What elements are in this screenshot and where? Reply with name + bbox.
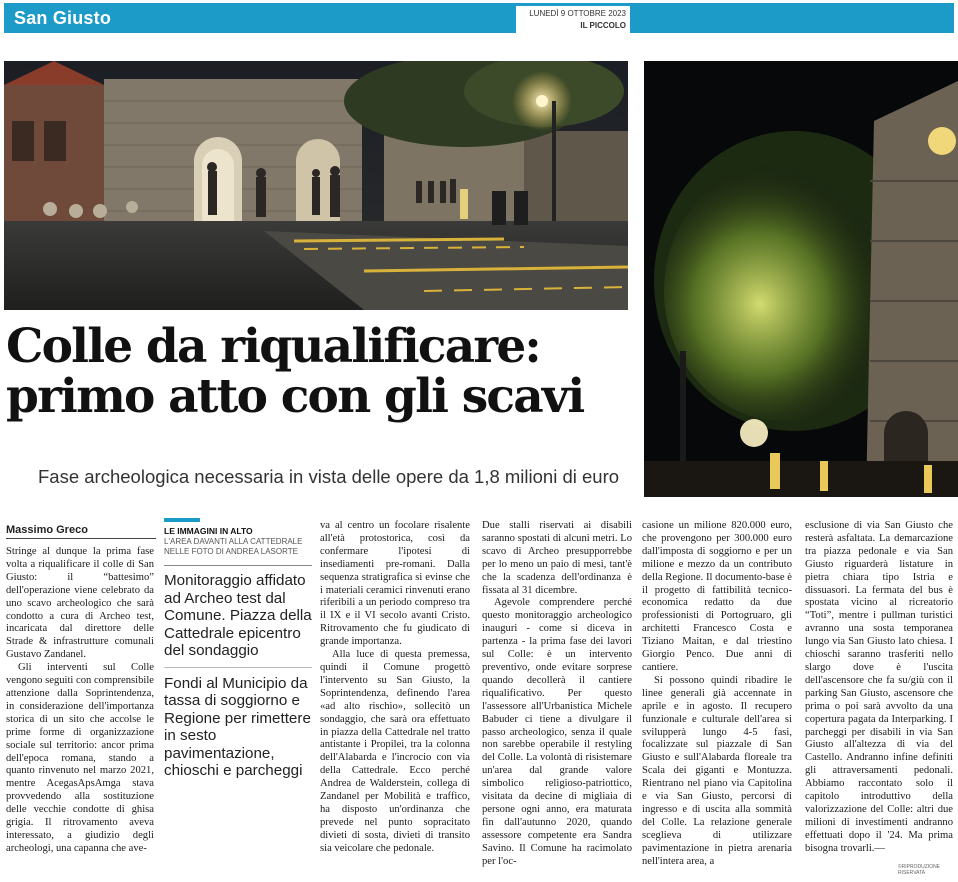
paragraph: Stringe al dunque la prima fase volta a riqualificare il colle di San Giusto: il “battesimo” dell'operazione viene celebrato da uno scavo archeologico che sarà condotto a cura di Archeo test, incaricata dal direttore delle Strade & infrastrutture comunali Gustavo Zandanel. (6, 546, 154, 661)
article-column-1 (6, 546, 154, 856)
article-column-4 (642, 520, 792, 868)
paragraph: va al centro un focolare risalente all'età protostorica, così da confermare l'ipotesi di insediamenti pre-romani. Dalla sequenza stratigrafica si evinse che i materiali ceramici rinvenuti erano riferibili a un periodo compreso tra il IX e il VI secolo avanti Cristo. Ritrovamento che fu giudicato di grande importanza. (320, 520, 470, 648)
photo-cathedral-square (4, 61, 628, 310)
paragraph: Si possono quindi ribadire le linee generali già accennate in aprile e in agosto. Il recupero funzionale e culturale dell'area si svilupperà lungo 4-5 fasi, focalizzate sul piazzale di San Giusto e sull'Alabarda floreale tra Scala dei giganti e Montuzza. Rientrano nel piano via Capitolina e via San Giusto, percorsi di ingresso e di uscita alla sommità del Colle. La relazione generale sceglieva di utilizzare pavimentazione in pietra arenaria nell'intera area, a (642, 674, 792, 867)
article-column-3 (482, 520, 632, 868)
byline-divider (6, 538, 156, 539)
sidebar-highlight-1: Monitoraggio affidato ad Archeo test dal Comune. Piazza della Cattedrale epicentro del sondaggio (164, 572, 312, 659)
sidebar-divider (164, 565, 312, 566)
photo-night-tower (644, 61, 958, 497)
headline: Colle da riqualificare: primo atto con gli scavi (6, 319, 584, 424)
article-column-2 (320, 520, 470, 856)
article-column-5 (805, 520, 953, 856)
section-title: San Giusto (14, 8, 112, 28)
photo-caption: L'AREA DAVANTI ALLA CATTEDRALE NELLE FOTO DI ANDREA LASORTE (164, 537, 303, 556)
newspaper-name: IL PICCOLO (580, 21, 626, 30)
sidebar-divider (164, 667, 312, 668)
paragraph: casione un milione 820.000 euro, che provengono per 300.000 euro dall'imposta di soggiorno e per un milione e mezzo da un contributo della Regione. Il documento-base è il progetto di fattibilità tecnico-economica redatto da due professionisti di Portogruaro, gli architetti Francesco Costa e Tiziano Maitan, e dal triestino Giorgio Penco. Due anni di cantiere. (642, 520, 792, 673)
section-header-bar (4, 3, 954, 33)
paragraph: Gli interventi sul Colle vengono seguiti con comprensibile attenzione dalla Soprintendenza, in considerazione dell'importanza storica di un sito che accolse le prime forme di organizzazione sociale sul territorio: ancor prima dell'epoca romana, stando a quanto rinvenuto nel marzo 2021, mentre AcegasApsAmga stava provvedendo alla sostituzione delle vecchie condotte di ghisa grigia. Il ritrovamento aveva interessato, a giudizio degli archeologi, una capanna che ave- (6, 662, 154, 854)
paragraph: esclusione di via San Giusto che resterà asfaltata. La demarcazione tra piazza pedonale e via San Giusto riguarderà listature in pietra chiara tipo Istria e dissuasori. La fermata del bus è spostata vicino al ricreatorio “Toti”, mentre i pullman turistici avranno una sosta temporanea lungo via San Giusto lato chiesa. I chioschi saranno trasferiti nello slargo dove è l'uscita dell'ascensore che fa su/giù con il parking San Giusto, ascensore che prima o poi sarà avvolto da una copertura pagata da Interparking. I parcheggi per disabili in via San Giusto all'altezza di via del Castello. Andranno infine definiti gli attraversamenti pedonali. Abbiamo raccontato solo il capitolo introduttivo della valorizzazione del Colle: altri due milioni di investimenti andranno effettuati dopo il '24. Ma prima bisogna trovarli.— (805, 520, 953, 854)
subheadline: Fase archeologica necessaria in vista delle opere da 1,8 milioni di euro (38, 466, 620, 487)
paragraph: Alla luce di questa premessa, quindi il Comune progettò l'intervento su San Giusto, la Soprintendenza, definendo l'area «ad alto rischio», sollecitò un sondaggio, che sarà ora effettuato in piazza della Cattedrale nel tratto antistante i Propilei, tra la colonna dell'Alabarda e l'incrocio con via della Cattedrale. Ecco perché Andrea de Walderstein, collega di Zandanel per Mobilità e traffico, ha disposto un'ordinanza che prevede nel punto sopracitato divieti di sosta, divieti di transito sia veicolare che pedonale. (320, 649, 470, 854)
sidebar-highlight-2: Fondi al Municipio da tassa di soggiorno e Regione per rimettere in sesto pavimentazione, chioschi e parcheggi (164, 674, 311, 779)
paragraph: Agevole comprendere perché questo monitoraggio archeologico inauguri - come si diceva in partenza - la prima fase dei lavori sul Colle: è un intervento preventivo, onde evitare sorprese quando decollerà il cantiere riqualificativo. Per questo l'assessore all'Urbanistica Michele Babuder ci tiene a divulgare il passo archeologico, senza il quale non sarebbe operabile il restyling del Colle. La volontà di risistemare un'area dal grande valore simbolico religioso-patriottico, visitata da decine di migliaia di persone ogni anno, era maturata fin dall'autunno 2020, quando assessore competente era Sandra Savino. Il Comune ha racimolato per l'oc- (482, 597, 632, 867)
sidebar-box (164, 518, 312, 780)
sidebar-accent-bar (164, 518, 200, 522)
issue-date: LUNEDÌ 9 OTTOBRE 2023 (529, 9, 626, 18)
byline: Massimo Greco (6, 524, 88, 536)
copyright-notice: ©RIPRODUZIONE RISERVATA (898, 864, 941, 876)
sidebar-label: LE IMMAGINI IN ALTO (164, 526, 253, 536)
date-box (516, 6, 630, 36)
paragraph: Due stalli riservati ai disabili saranno spostati di alcuni metri. Lo scavo di Archeo presupporrebbe per lo meno un paio di mesi, tant'è che la scadenza dell'ordinanza è fissata al 31 dicembre. (482, 520, 632, 596)
